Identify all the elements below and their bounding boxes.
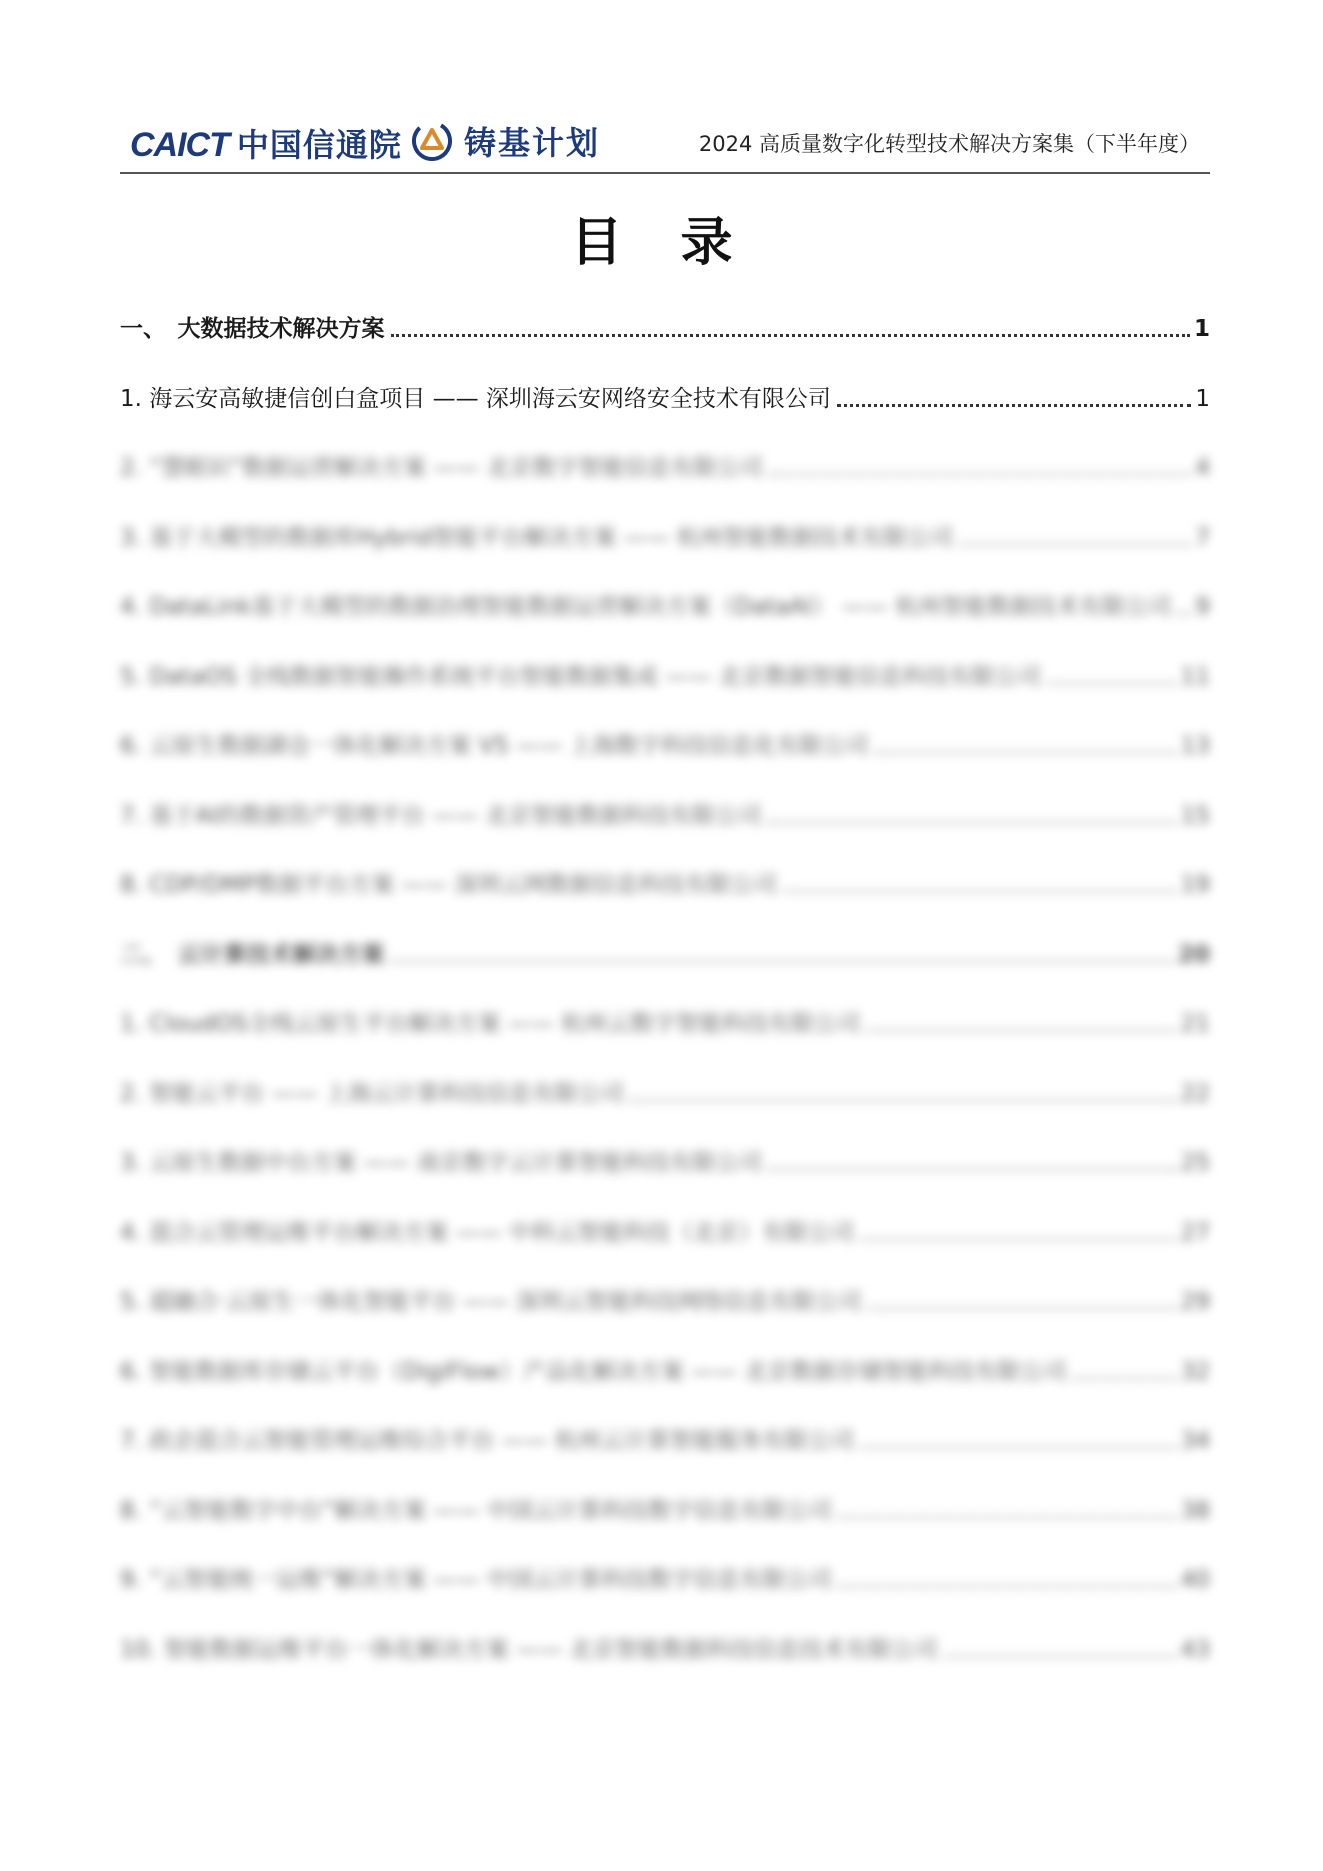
toc-page-number: 40	[1180, 1567, 1210, 1593]
toc-entry-label: 8. “云智能数字中台”解决方案 —— 中国云计算科技数字信息有限公司	[120, 1497, 832, 1524]
toc-dot-leader	[838, 1584, 1177, 1588]
toc-entry-row[interactable]	[120, 652, 1210, 692]
toc-entry-label: 1. 海云安高敏捷信创白盒项目 —— 深圳海云安网络安全技术有限公司	[120, 385, 831, 412]
toc-dot-leader	[391, 333, 1190, 337]
toc-entry-row[interactable]	[120, 791, 1210, 831]
toc-entry-row[interactable]	[120, 1555, 1210, 1595]
toc-dot-leader	[1072, 1376, 1176, 1380]
toc-page-number: 29	[1180, 1289, 1210, 1315]
toc-section-row[interactable]	[120, 930, 1210, 970]
toc-entry-label: 10. 智能数据运维平台一体化解决方案 —— 北京智能数据科技信息技术有限公司	[120, 1636, 938, 1663]
toc-dot-leader	[769, 472, 1192, 476]
toc-dot-leader	[860, 1237, 1177, 1241]
toc-page-number: 11	[1180, 663, 1210, 690]
toc-dot-leader	[959, 542, 1192, 546]
toc-page-number: 25	[1180, 1150, 1210, 1176]
toc-entry-row[interactable]	[120, 513, 1210, 553]
toc-page-number: 38	[1180, 1497, 1210, 1524]
toc-entry-row[interactable]	[120, 1277, 1210, 1317]
toc-dot-leader	[1177, 611, 1191, 615]
toc-entry-row[interactable]	[120, 1347, 1210, 1387]
toc-entry-label: 8. CDP/DMP数据平台方案 —— 深圳云网数据信息科技有限公司	[120, 872, 777, 898]
toc-entry-label: 5. 超融合·云原生一体化智能平台 —— 深圳云智能科技网络信息有限公司	[120, 1289, 862, 1315]
toc-dot-leader	[767, 820, 1176, 824]
toc-dot-leader	[875, 750, 1177, 754]
toc-entry-row[interactable]	[120, 1625, 1210, 1665]
toc-dot-leader	[867, 1306, 1177, 1310]
zhuji-logo-cn: 铸基计划	[464, 124, 601, 162]
toc-page-number: 7	[1195, 524, 1210, 551]
toc-dot-leader	[391, 959, 1174, 963]
toc-page-number: 43	[1180, 1636, 1210, 1663]
zhuji-logo	[410, 118, 600, 164]
toc-dot-leader	[866, 1028, 1176, 1032]
toc-page-number: 32	[1180, 1358, 1210, 1385]
toc-dot-leader	[837, 403, 1191, 407]
toc-page-number: 34	[1180, 1428, 1210, 1454]
toc-dot-leader	[630, 1098, 1177, 1102]
toc-entry-row[interactable]	[120, 582, 1210, 622]
toc-entry-label: 9. “云智能统一运维”解决方案 —— 中国云计算科技数字信息有限公司	[120, 1567, 832, 1593]
caict-logo-en: CAICT	[130, 126, 229, 164]
toc-entry-label: 6. 云原生数据湖仓一体化解决方案 V5 —— 上海数字科技信息化有限公司	[120, 733, 869, 759]
toc-page-number: 19	[1180, 872, 1210, 898]
toc-page-number: 22	[1180, 1080, 1210, 1107]
caict-logo	[130, 120, 402, 166]
toc-page-number: 20	[1177, 941, 1210, 968]
toc-entry-row[interactable]	[120, 860, 1210, 900]
toc-entry-row[interactable]	[120, 443, 1210, 483]
toc-entry-label: 4. DataLink基于大模型的数据治理智能数据运营解决方案（DataAI） —— 杭州智能数据技术有限公司	[120, 594, 1172, 620]
toc-entry-label: 4. 混合云管理运维平台解决方案 —— 中科云智能科技（北京）有限公司	[120, 1219, 854, 1246]
toc-dot-leader	[783, 889, 1177, 893]
toc-page-number: 27	[1180, 1219, 1210, 1246]
toc-page-number: 15	[1180, 802, 1210, 829]
toc-entry-label: 1. CloudOS全栈云原生平台解决方案 —— 杭州云数字智能科技有限公司	[120, 1011, 861, 1037]
toc-page-number: 9	[1195, 594, 1210, 620]
toc-entry-label: 5. DataOS 全栈数据智能操作系统平台智能数据集成 —— 北京数据智能信息科技有限公司	[120, 663, 1041, 690]
toc-entry-row[interactable]	[120, 1486, 1210, 1526]
toc-dot-leader	[838, 1515, 1177, 1519]
toc-page-number: 1	[1193, 316, 1210, 342]
zhuji-emblem-icon	[410, 119, 454, 163]
toc-entry-label: 7. 基于AI的数据资产管理平台 —— 北京智能数据科技有限公司	[120, 802, 762, 829]
toc-entry-label: 6. 智能数据库存储云平台（DigiFlow）产品化解决方案 —— 北京数据存储智能科技有限公司	[120, 1358, 1067, 1385]
document-title: 2024 高质量数字化转型技术解决方案集（下半年度）	[698, 132, 1200, 156]
toc-title: 目 录	[570, 213, 753, 273]
toc-page-number: 4	[1195, 455, 1210, 481]
toc-page-number: 21	[1180, 1011, 1210, 1037]
toc-entry-row[interactable]	[120, 999, 1210, 1039]
toc-entry-row[interactable]	[120, 1138, 1210, 1178]
toc-entry-label: 3. 基于大模型的数据库Hybrid智能平台解决方案 —— 杭州智能数据技术有限公司	[120, 524, 953, 551]
toc-entry-row[interactable]	[120, 1416, 1210, 1456]
toc-dot-leader	[944, 1654, 1177, 1658]
toc-entry-label: 7. 政企混合云智能管理运维综合平台 —— 杭州云计算智能服务有限公司	[120, 1428, 854, 1454]
toc-entry-label: 2. “慧眼识”数据运营解决方案 —— 北京数字智能信息有限公司	[120, 455, 763, 481]
toc-page-number: 1	[1195, 385, 1210, 412]
toc-entry-label: 3. 云原生数据中台方案 —— 南京数字云计算智能科技有限公司	[120, 1150, 762, 1176]
toc-entry-label: 二、 云计算技术解决方案	[120, 941, 385, 968]
toc-entry-row[interactable]	[120, 721, 1210, 761]
toc-entry-row[interactable]	[120, 374, 1210, 414]
toc-dot-leader	[768, 1167, 1177, 1171]
toc-entry-row[interactable]	[120, 1208, 1210, 1248]
toc-dot-leader	[860, 1445, 1177, 1449]
toc-entry-label: 2. 智能云平台 —— 上海云计算科技信息有限公司	[120, 1080, 624, 1107]
caict-logo-cn: 中国信通院	[236, 126, 402, 164]
toc-page-number: 13	[1180, 733, 1210, 759]
toc-dot-leader	[1047, 681, 1177, 685]
toc-entry-row[interactable]	[120, 1069, 1210, 1109]
toc-entry-label: 一、 大数据技术解决方案	[120, 316, 385, 342]
toc-section-row[interactable]	[120, 304, 1210, 344]
page-header	[120, 112, 1210, 174]
